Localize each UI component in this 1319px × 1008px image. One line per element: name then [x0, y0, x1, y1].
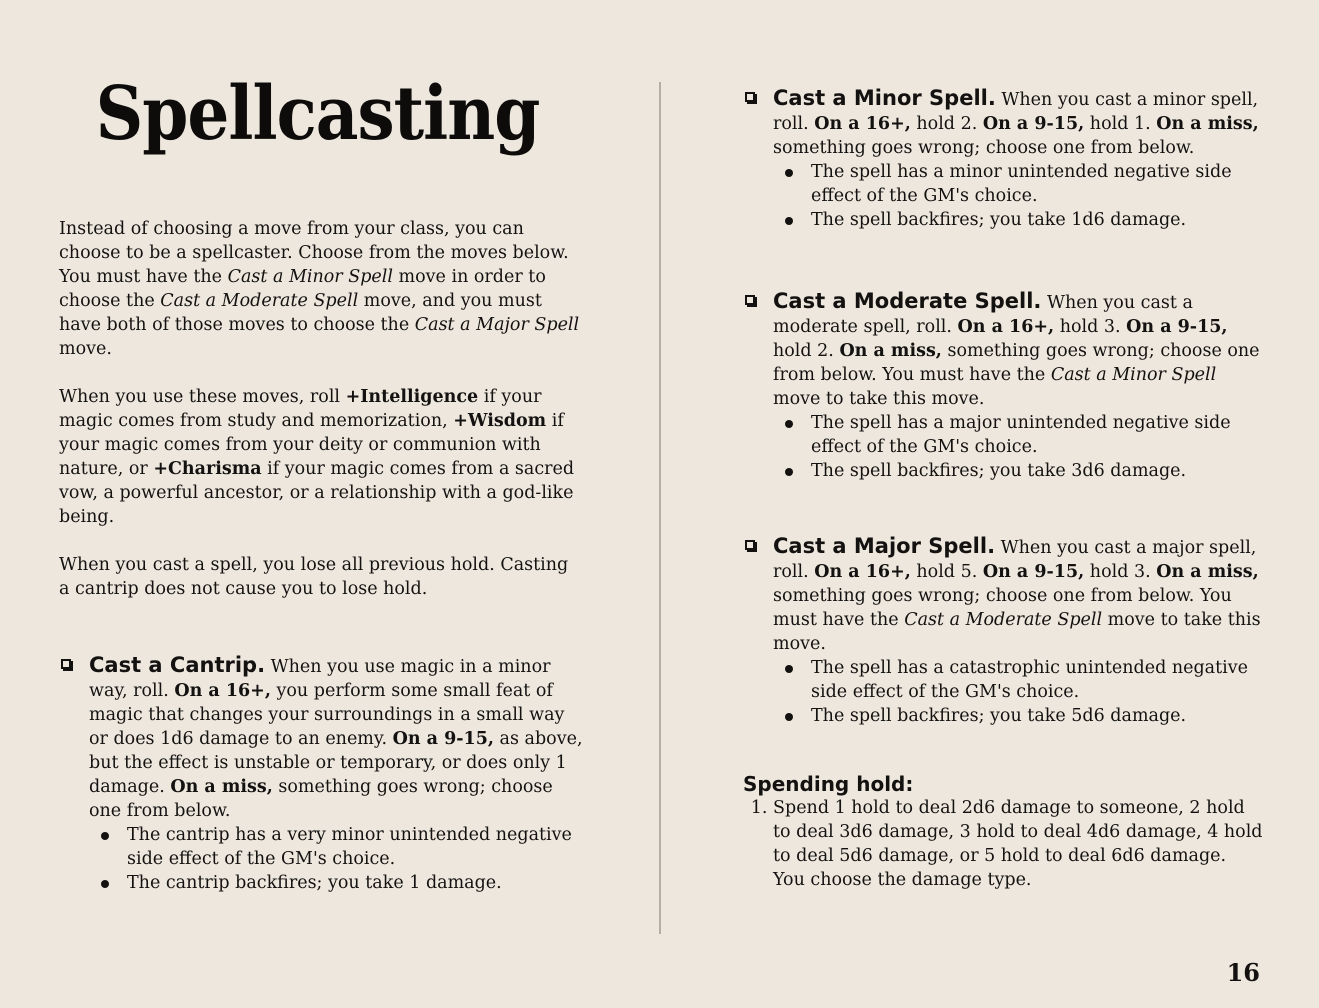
option-list: [89, 823, 584, 895]
page-number: 16: [1226, 958, 1260, 987]
move-body: When you cast a minor spell, roll. On a 16+, hold 2. On a 9-15, hold 1. On a miss, something goes wrong; choose one from below.: [773, 90, 1259, 158]
move-cast-a-cantrip: [59, 653, 584, 895]
list-item: The spell has a major unintended negative side effect of the GM's choice.: [811, 411, 1263, 459]
list-item: The spell backfires; you take 1d6 damage.: [811, 208, 1263, 232]
move-name: Cast a Cantrip.: [89, 653, 266, 677]
list-item: 1. Spend 1 hold to deal 2d6 damage to someone, 2 hold to deal 3d6 damage, 3 hold to deal 4d6 damage, 4 hold to deal 5d6 damage, or 5 hold to deal 6d6 damage. You choose the damage type.: [773, 796, 1263, 892]
bold-text: On a miss,: [170, 777, 273, 797]
move-cast-a-moderate-spell: [743, 289, 1263, 483]
option-list: [773, 160, 1263, 232]
move-name: Cast a Major Spell.: [773, 534, 996, 558]
bold-text: On a 16+,: [957, 317, 1055, 337]
spending-hold-list: [743, 796, 1263, 892]
column-divider: [659, 82, 661, 934]
list-item: The cantrip backfires; you take 1 damage.: [127, 871, 584, 895]
italic-text: Cast a Moderate Spell: [160, 291, 359, 311]
list-item: The spell backfires; you take 3d6 damage.: [811, 459, 1263, 483]
bold-text: On a 9-15,: [392, 729, 494, 749]
left-column: [59, 217, 584, 895]
bold-text: On a 16+,: [814, 114, 911, 134]
italic-text: Cast a Minor Spell: [227, 267, 393, 287]
option-list: [773, 411, 1263, 483]
bold-text: +Charisma: [153, 459, 262, 479]
spending-hold-heading: Spending hold:: [743, 772, 914, 796]
bold-text: +Intelligence: [345, 387, 479, 407]
checkbox-icon[interactable]: [61, 659, 71, 669]
hold-paragraph: When you cast a spell, you lose all previous hold. Casting a cantrip does not cause you to lose hold.: [59, 555, 569, 599]
move-text: [773, 289, 1263, 411]
move-cast-a-major-spell: [743, 534, 1263, 728]
move-text: [773, 86, 1263, 160]
move-body: When you cast a major spell, roll. On a 16+, hold 5. On a 9-15, hold 3. On a miss, something goes wrong; choose one from below. You must have the Cast a Moderate Spell move to take this move.: [773, 538, 1261, 654]
list-item: The spell has a minor unintended negative side effect of the GM's choice.: [811, 160, 1263, 208]
checkbox-icon[interactable]: [745, 92, 755, 102]
list-item: The spell has a catastrophic unintended negative side effect of the GM's choice.: [811, 656, 1263, 704]
move-name: Cast a Moderate Spell.: [773, 289, 1042, 313]
bold-text: On a 9-15,: [982, 562, 1085, 582]
bold-text: On a miss,: [1156, 114, 1259, 134]
italic-text: Cast a Moderate Spell: [904, 610, 1103, 630]
bold-text: On a miss,: [1156, 562, 1259, 582]
bold-text: On a 9-15,: [1126, 317, 1228, 337]
intro-paragraph: Instead of choosing a move from your class, you can choose to be a spellcaster. Choose from the moves below. You must have the Cast a Minor Spell move in order to choose the Cast a Moderate Spell move, and you must have both of those moves to choose the Cast a Major Spell move.: [59, 219, 580, 359]
move-body: When you cast a moderate spell, roll. On a 16+, hold 3. On a 9-15, hold 2. On a miss, something goes wrong; choose one from below. You must have the Cast a Minor Spell move to take this move.: [773, 293, 1260, 409]
move-text: [89, 653, 584, 823]
attribute-paragraph: When you use these moves, roll +Intelligence if your magic comes from study and memorization, +Wisdom if your magic comes from your deity or communion with nature, or +Charisma if your magic comes from a sacred vow, a powerful ancestor, or a relationship with a god-like being.: [59, 387, 575, 527]
checkbox-icon[interactable]: [745, 295, 755, 305]
move-name: Cast a Minor Spell.: [773, 86, 996, 110]
move-body: When you use magic in a minor way, roll. On a 16+, you perform some small feat of magic that changes your surroundings in a small way or does 1d6 damage to an enemy. On a 9-15, as above, but the effect is unstable or temporary, or does only 1 damage. On a miss, something goes wrong; choose one from below.: [89, 657, 583, 821]
checkbox-icon[interactable]: [745, 540, 755, 550]
bold-text: +Wisdom: [453, 411, 547, 431]
bold-text: On a 16+,: [814, 562, 911, 582]
list-item: The spell backfires; you take 5d6 damage.: [811, 704, 1263, 728]
bold-text: On a 16+,: [174, 681, 271, 701]
right-column: [743, 86, 1263, 892]
bold-text: On a 9-15,: [982, 114, 1085, 134]
bold-text: On a miss,: [839, 341, 942, 361]
page-title: Spellcasting: [95, 69, 540, 157]
move-cast-a-minor-spell: [743, 86, 1263, 232]
move-text: [773, 534, 1263, 656]
italic-text: Cast a Major Spell: [414, 315, 580, 335]
italic-text: Cast a Minor Spell: [1050, 365, 1217, 385]
list-item: The cantrip has a very minor unintended negative side effect of the GM's choice.: [127, 823, 584, 871]
option-list: [773, 656, 1263, 728]
